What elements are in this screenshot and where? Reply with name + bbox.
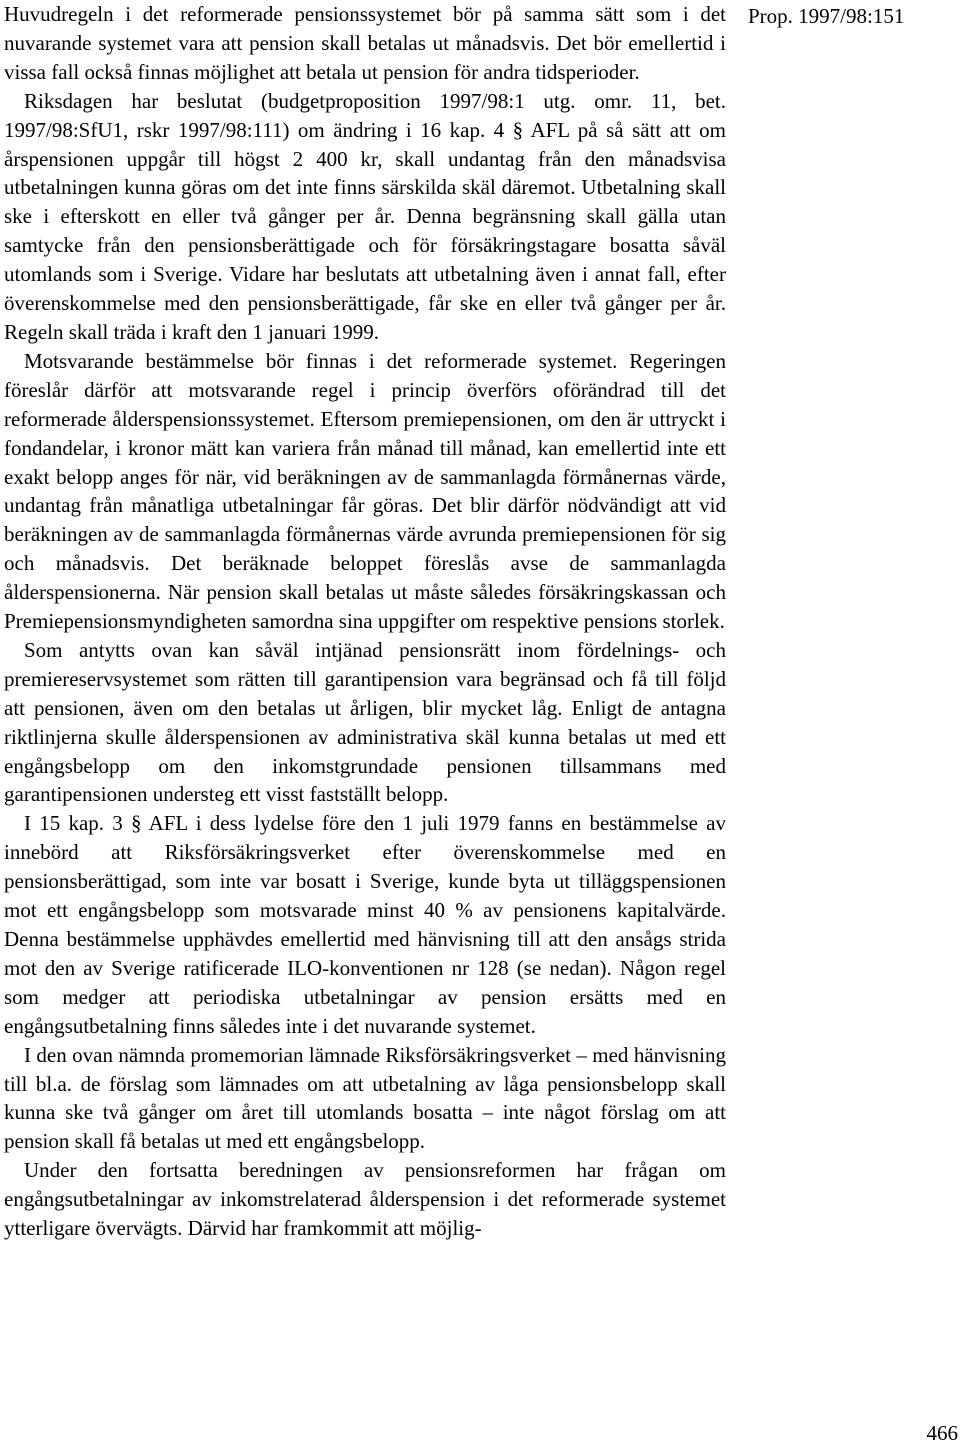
- paragraph: Riksdagen har beslutat (budgetproposition 1997/98:1 utg. omr. 11, bet. 1997/98:SfU1, rskr 1997/98:111) om ändring i 16 kap. 4 § AFL på så sätt att om årspensionen uppgår till högst 2 400 kr, skall undantag från den månadsvisa utbetalningen kunna göras om det inte finns särskilda skäl däremot. Utbetalning skall ske i efterskott en eller två gånger per år. Denna begränsning skall gälla utan samtycke från den pensionsberättigade och för försäkringstagare bosatta såväl utomlands som i Sverige. Vidare har beslutats att utbetalning även i annat fall, efter överenskommelse med den pensionsberättigade, får ske en eller två gånger per år. Regeln skall träda i kraft den 1 januari 1999.: [4, 88, 726, 344]
- paragraph: Under den fortsatta beredningen av pensionsreformen har frågan om engångsutbetalningar av inkomstrelaterad ålderspension i det reformerade systemet ytterligare övervägts. Därvid har framkommit att möjlig-: [4, 1158, 726, 1241]
- paragraph: Huvudregeln i det reformerade pensionssystemet bör på samma sätt som i det nuvarande systemet vara att pension skall betalas ut månadsvis. Det bör emellertid i vissa fall också finnas möjlighet att betala ut pension för andra tidsperioder.: [4, 2, 726, 84]
- proposition-reference: Prop. 1997/98:151: [748, 4, 905, 28]
- paragraph: I 15 kap. 3 § AFL i dess lydelse före den 1 juli 1979 fanns en bestämmelse av innebörd att Riksförsäkringsverket efter överenskommelse med en pensionsberättigad, som inte var bosatt i Sverige, kunde byta ut tilläggspensionen mot ett engångsbelopp som motsvarade minst 40 % av pensionens kapitalvärde. Denna bestämmelse upphävdes emellertid med hänvisning till att den ansågs strida mot den av Sverige ratificerade ILO-konventionen nr 128 (se nedan). Någon regel som medger att periodiska utbetalningar av pension ersätts med en engångsutbetalning finns således inte i det nuvarande systemet.: [4, 811, 726, 1038]
- paragraph: I den ovan nämnda promemorian lämnade Riksförsäkringsverket – med hänvisning till bl.a. de förslag som lämnades om att utbetalning av låga pensionsbelopp skall kunna ske två gånger om året till utomlands bosatta – inte något förslag om att pension skall få betalas ut med ett engångsbelopp.: [4, 1042, 726, 1154]
- page-number: 466: [926, 1421, 958, 1445]
- body-text: [4, 0, 726, 1243]
- paragraph: Som antytts ovan kan såväl intjänad pensionsrätt inom fördelnings- och premiereservsystemet som rätten till garantipension vara begränsad och få till följd att pensionen, även om den betalas ut årligen, blir mycket låg. Enligt de antagna riktlinjerna skulle ålderspensionen av administrativa skäl kunna betalas ut med ett engångsbelopp om den inkomstgrundade pensionen tillsammans med garantipensionen understeg ett visst fastställt belopp.: [4, 637, 726, 807]
- paragraph: Motsvarande bestämmelse bör finnas i det reformerade systemet. Regeringen föreslår därför att motsvarande regel i princip överförs oförändrad till det reformerade ålderspensionssystemet. Eftersom premiepensionen, om den är uttryckt i fondandelar, i kronor mätt kan variera från månad till månad, kan emellertid inte ett exakt belopp anges för när, vid beräkningen av de sammanlagda förmånernas värde, undantag från månatliga utbetalningar får göras. Det blir därför nödvändigt att vid beräkningen av de sammanlagda förmånernas värde avrunda premiepensionen för sig och månadsvis. Det beräknade beloppet föreslås avse de sammanlagda ålderspensionerna. När pension skall betalas ut måste således försäkringskassan och Premiepensionsmyndigheten samordna sina uppgifter om respektive pensions storlek.: [4, 348, 726, 634]
